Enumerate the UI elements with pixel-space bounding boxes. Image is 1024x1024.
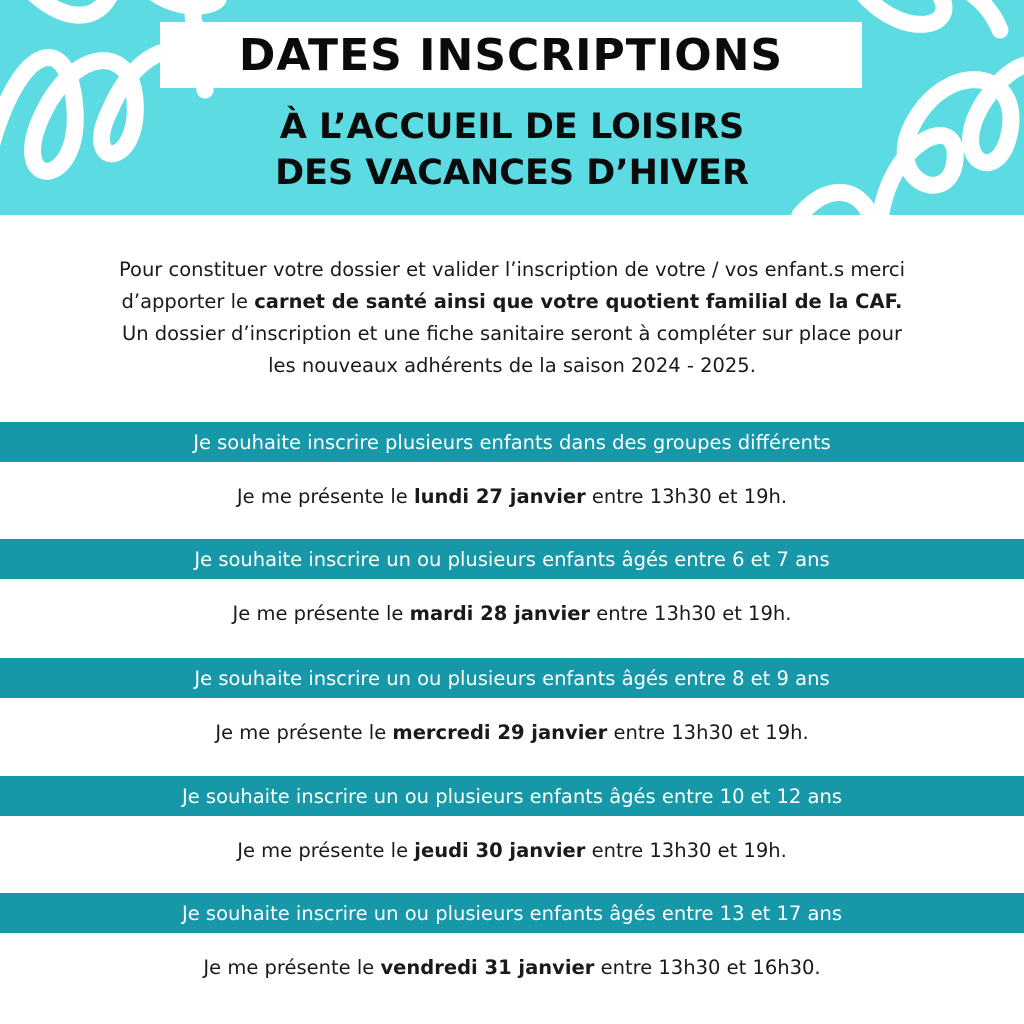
section-band-4: Je souhaite inscrire un ou plusieurs enfants âgés entre 10 et 12 ans [0,776,1024,816]
section-band-1: Je souhaite inscrire plusieurs enfants dans des groupes différents [0,422,1024,462]
slot-day: jeudi 30 janvier [414,839,586,862]
section-band-5: Je souhaite inscrire un ou plusieurs enfants âgés entre 13 et 17 ans [0,893,1024,933]
section-slot-5 [0,956,1024,979]
slot-hours: entre 13h30 et 19h. [585,485,788,508]
intro-line-1: Pour constituer votre dossier et valider l’inscription de votre / vos enfant.s merci [118,258,906,281]
slot-hours: entre 13h30 et 16h30. [594,956,821,979]
section-slot-2 [0,602,1024,625]
slot-text: Je me présente le [215,721,393,744]
title-box [160,22,862,88]
page-subtitle [0,104,1024,196]
slot-hours: entre 13h30 et 19h. [590,602,792,625]
section-slot-1 [0,485,1024,508]
slot-text: Je me présente le [237,839,415,862]
slot-hours: entre 13h30 et 19h. [607,721,809,744]
intro-line-2 [40,286,984,318]
slot-day: vendredi 31 janvier [380,956,595,979]
subtitle-line-1: À L’ACCUEIL DE LOISIRS [279,107,745,147]
section-band-2: Je souhaite inscrire un ou plusieurs enfants âgés entre 6 et 7 ans [0,539,1024,579]
intro-required-documents: carnet de santé ainsi que votre quotient familial de la CAF. [254,290,903,313]
header-banner [0,0,1024,215]
intro-paragraph [40,254,984,382]
page-title: DATES INSCRIPTIONS [238,29,784,81]
slot-day: mardi 28 janvier [409,602,591,625]
slot-day: mercredi 29 janvier [392,721,608,744]
slot-text: Je me présente le [236,485,414,508]
subtitle-line-2: DES VACANCES D’HIVER [275,153,749,193]
slot-text: Je me présente le [203,956,381,979]
intro-line-3: Un dossier d’inscription et une fiche sanitaire seront à compléter sur place pour [121,322,903,345]
intro-line-2-text: d’apporter le [121,290,255,313]
intro-line-4: les nouveaux adhérents de la saison 2024 - 2025. [268,354,756,377]
section-slot-4 [0,839,1024,862]
slot-hours: entre 13h30 et 19h. [585,839,787,862]
slot-day: lundi 27 janvier [413,485,586,508]
section-slot-3 [0,721,1024,744]
slot-text: Je me présente le [232,602,410,625]
section-band-3: Je souhaite inscrire un ou plusieurs enfants âgés entre 8 et 9 ans [0,658,1024,698]
